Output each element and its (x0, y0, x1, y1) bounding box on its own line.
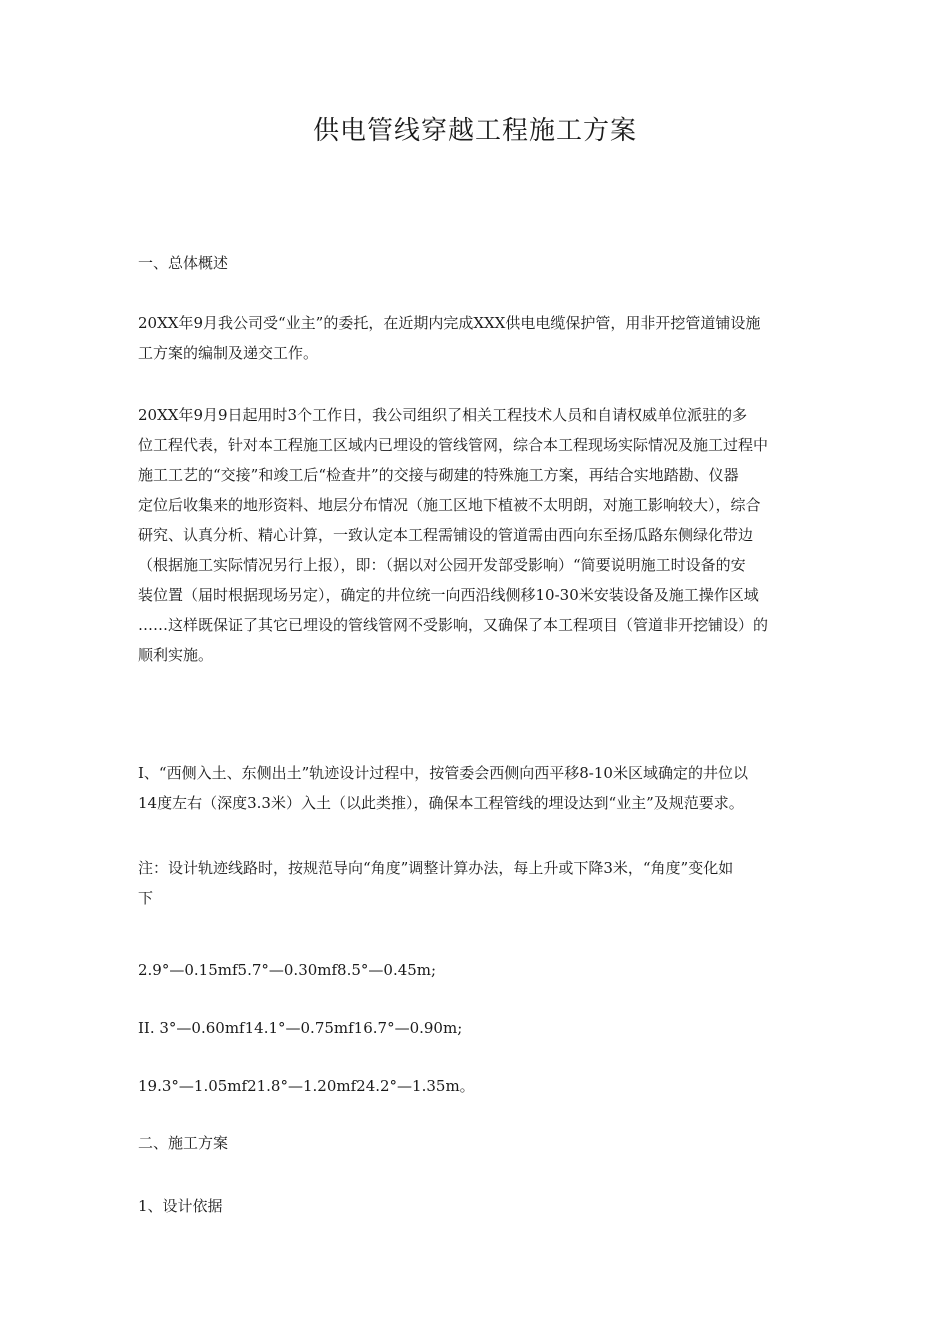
formula-line-2 (138, 1013, 818, 1043)
formula-text: II. 3°—0.60mf14.1°—0.75mf16.7°—0.90m; (138, 1019, 463, 1037)
paragraph-commission (138, 308, 818, 368)
formula-line-3 (138, 1071, 818, 1101)
paragraph-line: 施工工艺的“交接”和竣工后“检查井”的交接与砌建的特殊施工方案，再结合实地踏勘、仪器 (138, 466, 739, 484)
formula-line-1 (138, 955, 818, 985)
paragraph-survey (138, 400, 818, 670)
paragraph-line: 20XX年9月我公司受“业主”的委托，在近期内完成XXX供电电缆保护管，用非开挖管道铺设施 (138, 314, 761, 332)
section-heading-overview (138, 248, 818, 278)
paragraph-line: （根据施工实际情况另行上报），即：（据以对公园开发部受影响）“简要说明施工时设备的安 (138, 556, 746, 574)
heading-text: 1、设计依据 (138, 1197, 223, 1215)
heading-text: 二、施工方案 (138, 1134, 229, 1152)
paragraph-line: ……这样既保证了其它已埋设的管线管网不受影响，又确保了本工程项目（管道非开挖铺设）的 (138, 616, 769, 634)
paragraph-line: I、“西侧入土、东侧出土”轨迹设计过程中，按管委会西侧向西平移8-10米区域确定的井位以 (138, 764, 748, 782)
formula-text: 19.3°—1.05mf21.8°—1.20mf24.2°—1.35m。 (138, 1077, 475, 1095)
section-heading-construction (138, 1128, 818, 1158)
subsection-heading-basis (138, 1191, 818, 1221)
formula-text: 2.9°—0.15mf5.7°—0.30mf8.5°—0.45m; (138, 961, 437, 979)
paragraph-line: 定位后收集来的地形资料、地层分布情况（施工区地下植被不太明朗，对施工影响较大），综合 (138, 496, 761, 514)
paragraph-line: 20XX年9月9日起用时3个工作日，我公司组织了相关工程技术人员和自请权威单位派驻的多 (138, 406, 748, 424)
paragraph-note (138, 853, 818, 913)
paragraph-line: 14度左右（深度3.3米）入土（以此类推），确保本工程管线的埋设达到“业主”及规范要求。 (138, 794, 744, 812)
paragraph-line: 下 (138, 889, 154, 907)
paragraph-line: 工方案的编制及递交工作。 (138, 344, 319, 362)
paragraph-line: 注：设计轨迹线路时，按规范导向“角度”调整计算办法，每上升或下降3米，“角度”变化如 (138, 859, 734, 877)
paragraph-trajectory (138, 758, 818, 818)
paragraph-line: 位工程代表，针对本工程施工区域内已埋设的管线管网，综合本工程现场实际情况及施工过程中 (138, 436, 769, 454)
paragraph-line: 顺利实施。 (138, 646, 214, 664)
paragraph-line: 装位置（届时根据现场另定），确定的井位统一向西沿线侧移10-30米安装设备及施工操作区域 (138, 586, 759, 604)
heading-text: 一、总体概述 (138, 254, 229, 272)
document-title: 供电管线穿越工程施工方案 (312, 116, 637, 146)
paragraph-line: 研究、认真分析、精心计算，一致认定本工程需铺设的管道需由西向东至扬瓜路东侧绿化带边 (138, 526, 754, 544)
